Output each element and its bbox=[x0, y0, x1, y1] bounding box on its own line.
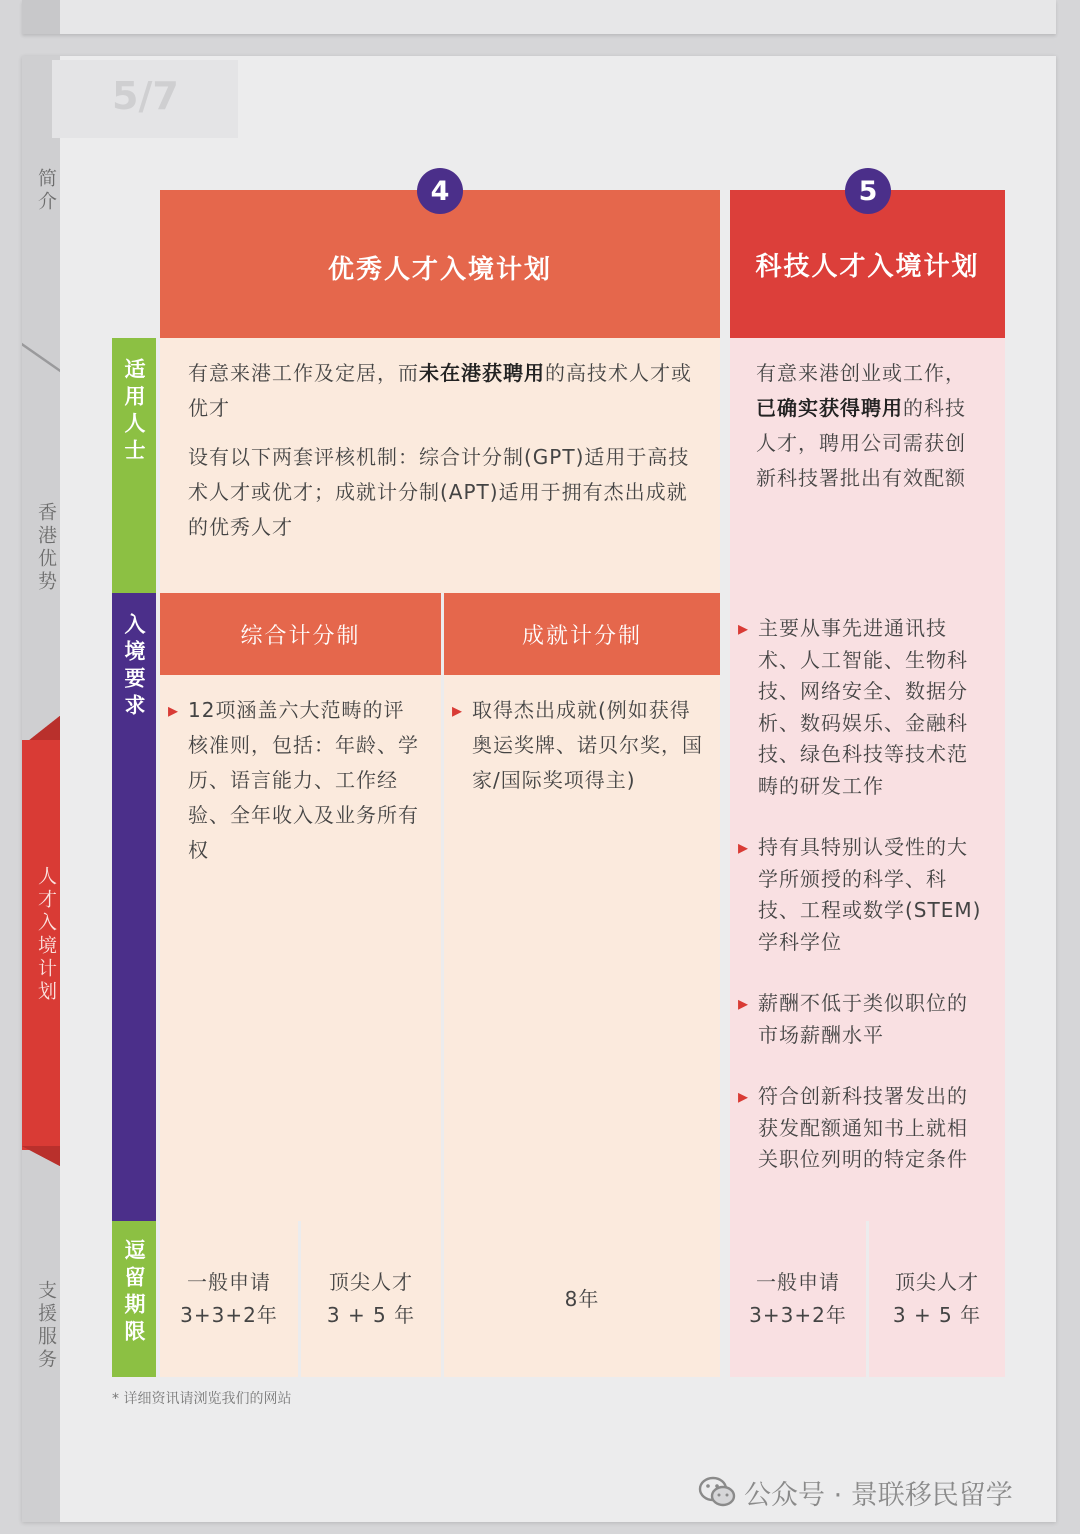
previous-page-sheet bbox=[22, 0, 1056, 34]
applicable-techtas: 有意来港创业或工作，已确实获得聘用的科技人才，聘用公司需获创新科技署批出有效配额 bbox=[730, 338, 1005, 593]
list-item: ▸ 主要从事先进通讯技术、人工智能、生物科技、网络安全、数据分析、数码娱乐、金融科技、绿色科技等技术范畴的研发工作 bbox=[758, 613, 985, 802]
subheader-gpt: 综合计分制 bbox=[160, 593, 441, 675]
nav-item-support[interactable]: 支援服务 bbox=[35, 1280, 57, 1372]
page-number: 5/7 bbox=[52, 60, 238, 138]
stay-apt: 8年 bbox=[444, 1221, 720, 1377]
requirements-gpt bbox=[160, 675, 441, 1221]
stay-top-talent: 顶尖人才 3 + 5 年 bbox=[301, 1221, 441, 1377]
row-label-applicable: 适用人士 bbox=[112, 338, 156, 593]
requirements-techtas bbox=[730, 593, 1005, 1221]
list-item: ▸ 持有具特别认受性的大学所颁授的科学、科技、工程或数学(STEM)学科学位 bbox=[758, 832, 985, 958]
stay-general: 一般申请 3+3+2年 bbox=[160, 1221, 298, 1377]
list-item: ▸ 取得杰出成就(例如获得奥运奖牌、诺贝尔奖，国家/国际奖项得主) bbox=[472, 693, 704, 798]
list-item: ▸ 薪酬不低于类似职位的市场薪酬水平 bbox=[758, 988, 985, 1051]
watermark: 公众号 · 景联移民留学 bbox=[698, 1472, 1058, 1512]
row-label-stay: 逗留期限 bbox=[112, 1221, 156, 1377]
list-item: ▸ 符合创新科技署发出的获发配额通知书上就相关职位列明的特定条件 bbox=[758, 1081, 985, 1176]
header-title: 科技人才入境计划 bbox=[755, 251, 980, 282]
scheme-number-badge: 5 bbox=[845, 168, 891, 214]
nav-item-talent-schemes[interactable] bbox=[22, 740, 60, 1150]
requirements-apt bbox=[444, 675, 720, 1221]
nav-item-intro[interactable]: 简介 bbox=[35, 168, 57, 214]
list-item: ▸ 12项涵盖六大范畴的评核准则，包括：年龄、学历、语言能力、工作经验、全年收入及业务所有权 bbox=[188, 693, 419, 868]
nav-divider bbox=[22, 343, 60, 373]
applicable-paragraph: 有意来港工作及定居，而未在港获聘用的高技术人才或优才 bbox=[188, 361, 692, 420]
header-title: 优秀人才入境计划 bbox=[327, 254, 552, 285]
stay-tech-general: 一般申请 3+3+2年 bbox=[730, 1221, 866, 1377]
assessment-paragraph: 设有以下两套评核机制：综合计分制(GPT)适用于高技术人才或优才；成就计分制(APT)适用于拥有杰出成就的优秀人才 bbox=[188, 445, 690, 539]
footnote: * 详细资讯请浏览我们的网站 bbox=[112, 1391, 292, 1407]
row-label-requirements: 入境要求 bbox=[112, 593, 156, 1221]
subheader-apt: 成就计分制 bbox=[444, 593, 720, 675]
nav-item-talent-schemes-label: 人才入境计划 bbox=[35, 866, 57, 1004]
wechat-icon bbox=[698, 1475, 736, 1509]
scheme-number-badge: 4 bbox=[417, 168, 463, 214]
applicable-quality-migrant bbox=[160, 338, 720, 593]
stay-tech-top-talent: 顶尖人才 3 + 5 年 bbox=[869, 1221, 1005, 1377]
nav-active-edge bbox=[22, 1146, 60, 1166]
nav-item-hk-advantages[interactable]: 香港优势 bbox=[35, 502, 57, 594]
